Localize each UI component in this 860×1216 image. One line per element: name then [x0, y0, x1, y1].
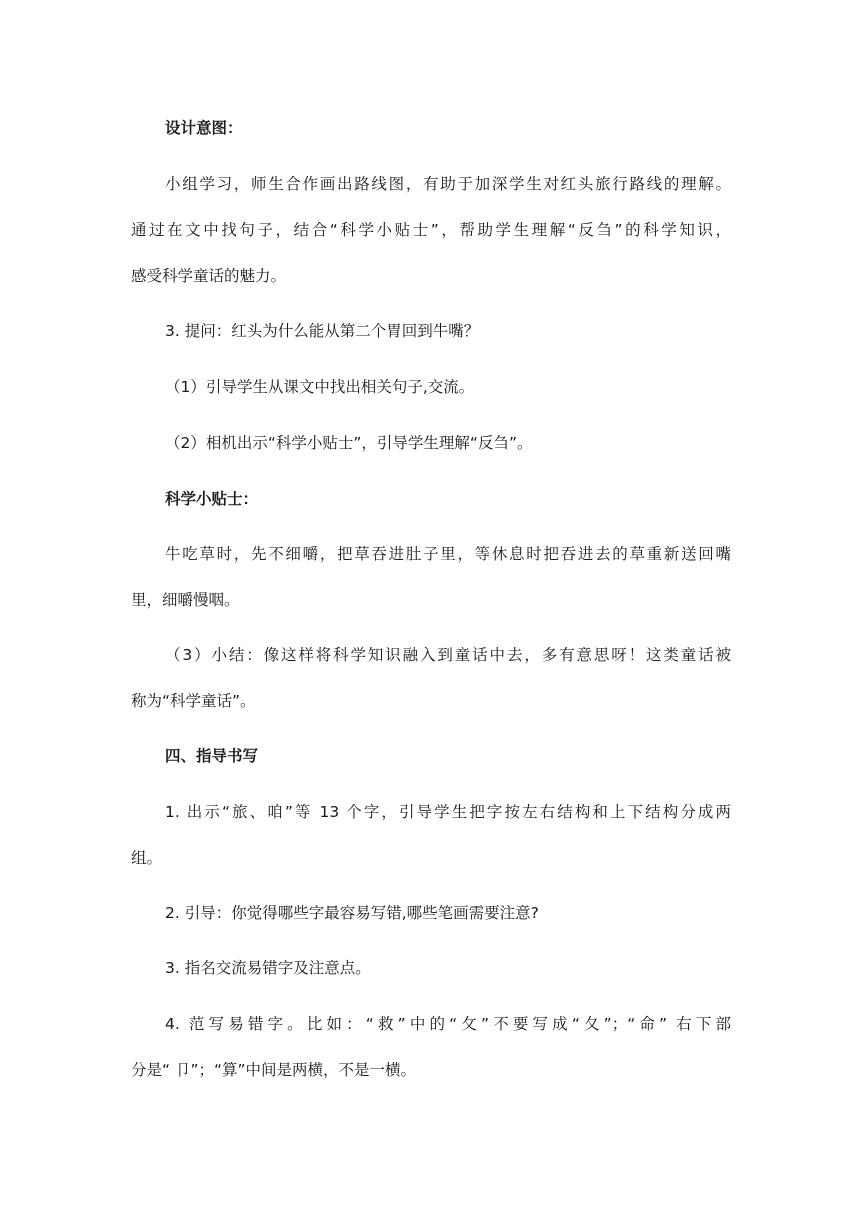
heading-science-tip: 科学小贴士：	[165, 490, 259, 508]
item-3-question: 3. 提问：红头为什么能从第二个胃回到牛嘴？	[165, 322, 480, 340]
design-intent-line-2: 通过在文中找句子，结合“科学小贴士”，帮助学生理解“反刍”的科学知识，	[131, 221, 731, 239]
science-tip-line-1: 牛吃草时，先不细嚼，把草吞进肚子里，等休息时把吞进去的草重新送回嘴	[165, 545, 731, 563]
design-intent-line-3: 感受科学童话的魅力。	[131, 267, 287, 285]
step-1-line-1: 1. 出示“旅、咱”等 13 个字，引导学生把字按左右结构和上下结构分成两	[165, 803, 731, 821]
heading-section-4: 四、指导书写	[165, 747, 259, 765]
step-2: 2. 引导：你觉得哪些字最容易写错,哪些笔画需要注意?	[165, 904, 539, 922]
science-tip-line-2: 里，细嚼慢咽。	[131, 591, 240, 609]
step-1-line-2: 组。	[131, 849, 163, 867]
step-3: 3. 指名交流易错字及注意点。	[165, 959, 371, 977]
sub-item-1: （1）引导学生从课文中找出相关句子,交流。	[165, 378, 475, 396]
heading-design-intent: 设计意图：	[165, 119, 243, 137]
sub-item-3-line-1: （3）小结：像这样将科学知识融入到童话中去，多有意思呀！这类童话被	[165, 646, 731, 664]
sub-item-3-line-2: 称为“科学童话”。	[131, 692, 256, 710]
sub-item-2: （2）相机出示“科学小贴士”，引导学生理解“反刍”。	[165, 434, 533, 452]
design-intent-line-1: 小组学习，师生合作画出路线图，有助于加深学生对红头旅行路线的理解。	[165, 175, 731, 193]
step-4-line-1: 4. 范写易错字。比如：“救”中的“攵”不要写成“夂”；“命” 右下部	[165, 1015, 731, 1033]
step-4-line-2: 分是“ 卩”；“算”中间是两横，不是一横。	[131, 1061, 417, 1079]
